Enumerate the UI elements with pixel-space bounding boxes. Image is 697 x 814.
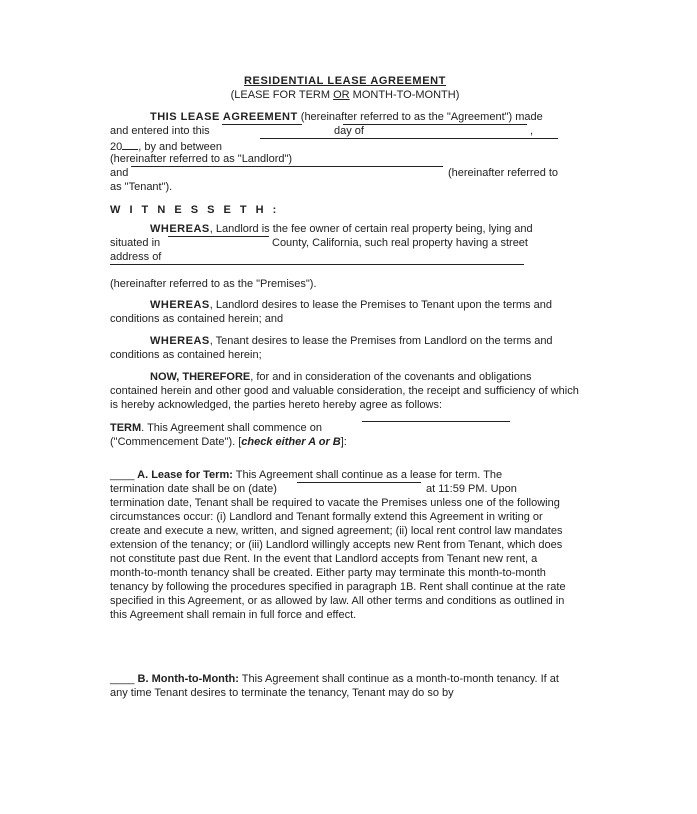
section-a-checkbox-blank[interactable]: ____ — [110, 469, 135, 481]
document-title — [110, 74, 580, 88]
section-b — [110, 672, 572, 700]
section-a-line-1 — [110, 468, 580, 482]
tenant-blank[interactable] — [131, 166, 443, 167]
term-text3: ]: — [340, 436, 347, 448]
whereas-1-line-2 — [110, 236, 580, 250]
whereas-1-line-1 — [110, 222, 580, 236]
witnesseth-heading — [110, 203, 580, 217]
therefore-lead: NOW, THEREFORE — [150, 371, 251, 383]
intro-line2-c: , — [530, 125, 534, 137]
section-b-heading: B. Month-to-Month: — [134, 673, 239, 685]
intro-line3-a: 20 — [110, 141, 123, 153]
subtitle-or: OR — [333, 89, 350, 101]
intro-line1-text: (hereinafter referred to as the "Agreement") made — [297, 111, 543, 123]
whereas-3-text: , Tenant desires to lease the Premises from Landlord on the terms and conditions as contained herein; — [110, 335, 553, 361]
intro-line-4: (hereinafter referred to as "Landlord") — [110, 153, 293, 165]
intro-line-1 — [110, 110, 580, 124]
month-blank[interactable] — [343, 124, 527, 125]
year-blank[interactable] — [122, 138, 138, 150]
therefore-text: , for and in consideration of the covenants and obligations contained herein and other good and valuable consideration, the receipt and sufficiency of which is hereby acknowledged, the parties hereto hereby agree as follows: — [110, 371, 579, 411]
whereas-2-lead: WHEREAS — [150, 299, 210, 311]
section-b-checkbox-blank[interactable]: ____ — [110, 673, 135, 685]
whereas-1-lead: WHEREAS — [150, 223, 210, 235]
whereas-2 — [110, 298, 580, 326]
termination-date-blank[interactable] — [297, 482, 421, 483]
subtitle-post: MONTH-TO-MONTH) — [349, 89, 460, 101]
subtitle-pre: (LEASE FOR TERM — [230, 89, 334, 101]
intro-line5-b: (hereinafter referred to — [448, 167, 559, 179]
address-blank[interactable] — [110, 264, 524, 265]
section-a-heading: A. Lease for Term: — [134, 469, 233, 481]
county-blank[interactable] — [168, 236, 269, 237]
section-a-text2a: termination date shall be on (date) — [110, 483, 277, 495]
document-subtitle — [110, 88, 580, 102]
intro-line-5 — [110, 166, 580, 180]
commencement-date-blank[interactable] — [362, 421, 510, 422]
whereas-1-text2a: situated in — [110, 237, 161, 249]
whereas-1-text2b: County, California, such real property having a street — [272, 237, 528, 249]
term-text2: ("Commencement Date"). [ — [110, 436, 242, 448]
intro-line-6: as "Tenant"). — [110, 181, 173, 193]
whereas-1-text1: , Landlord is the fee owner of certain real property being, lying and — [209, 223, 533, 235]
now-therefore — [110, 370, 580, 412]
term-line-1 — [110, 421, 580, 435]
intro-line2-a: and entered into this — [110, 125, 210, 137]
term-lead: TERM — [110, 422, 142, 434]
whereas-1-line-3: address of — [110, 251, 162, 263]
term-line-2 — [110, 435, 580, 449]
whereas-2-text: , Landlord desires to lease the Premises to Tenant upon the terms and conditions as contained herein; and — [110, 299, 552, 325]
whereas-3-lead: WHEREAS — [150, 335, 210, 347]
section-a-text2b: at 11:59 PM. Upon — [426, 483, 517, 495]
section-a-rest: termination date, Tenant shall be required to vacate the Premises unless one of the following circumstances occur: (i) Landlord and Tenant formally extend this Agreement in writing or create and execute a new, written, and signed agreement; (ii) local rent control law mandates extension of the tenancy; or (iii) Landlord willingly accepts new Rent from Tenant, which does not constitute past due Rent. In the event that Landlord accepts from Tenant new rent, a month-to-month tenancy shall be created. Either party may terminate this month-to-month tenancy by following the procedures specified in paragraph 1B. Rent shall continue at the rate specified in this Agreement, or as allowed by law. All other terms and conditions as outlined in this Agreement shall remain in full force and effect. — [110, 497, 566, 621]
intro-line3-b: , by and between — [138, 141, 223, 153]
intro-lead: THIS LEASE AGREEMENT — [150, 111, 298, 123]
title-text: RESIDENTIAL LEASE AGREEMENT — [244, 75, 446, 87]
witnesseth-text: W I T N E S S E T H : — [110, 204, 280, 216]
section-a-text1: This Agreement shall continue as a lease for term. The — [232, 469, 503, 481]
term-check: check either A or B — [241, 436, 341, 448]
intro-line5-a: and — [110, 167, 129, 179]
whereas-1-line-4: (hereinafter referred to as the "Premises"). — [110, 278, 317, 290]
day-blank[interactable] — [222, 124, 302, 125]
section-b-text: This Agreement shall continue as a month-to-month tenancy. If at any time Tenant desires to terminate the tenancy, Tenant may do so by — [110, 673, 559, 699]
whereas-3 — [110, 334, 580, 362]
intro-line-2 — [110, 124, 580, 138]
landlord-blank[interactable] — [260, 138, 558, 139]
intro-line2-b: day of — [334, 125, 364, 137]
section-a-line-2 — [110, 482, 580, 496]
section-a-body — [110, 496, 572, 622]
term-text1: . This Agreement shall commence on — [141, 422, 322, 434]
